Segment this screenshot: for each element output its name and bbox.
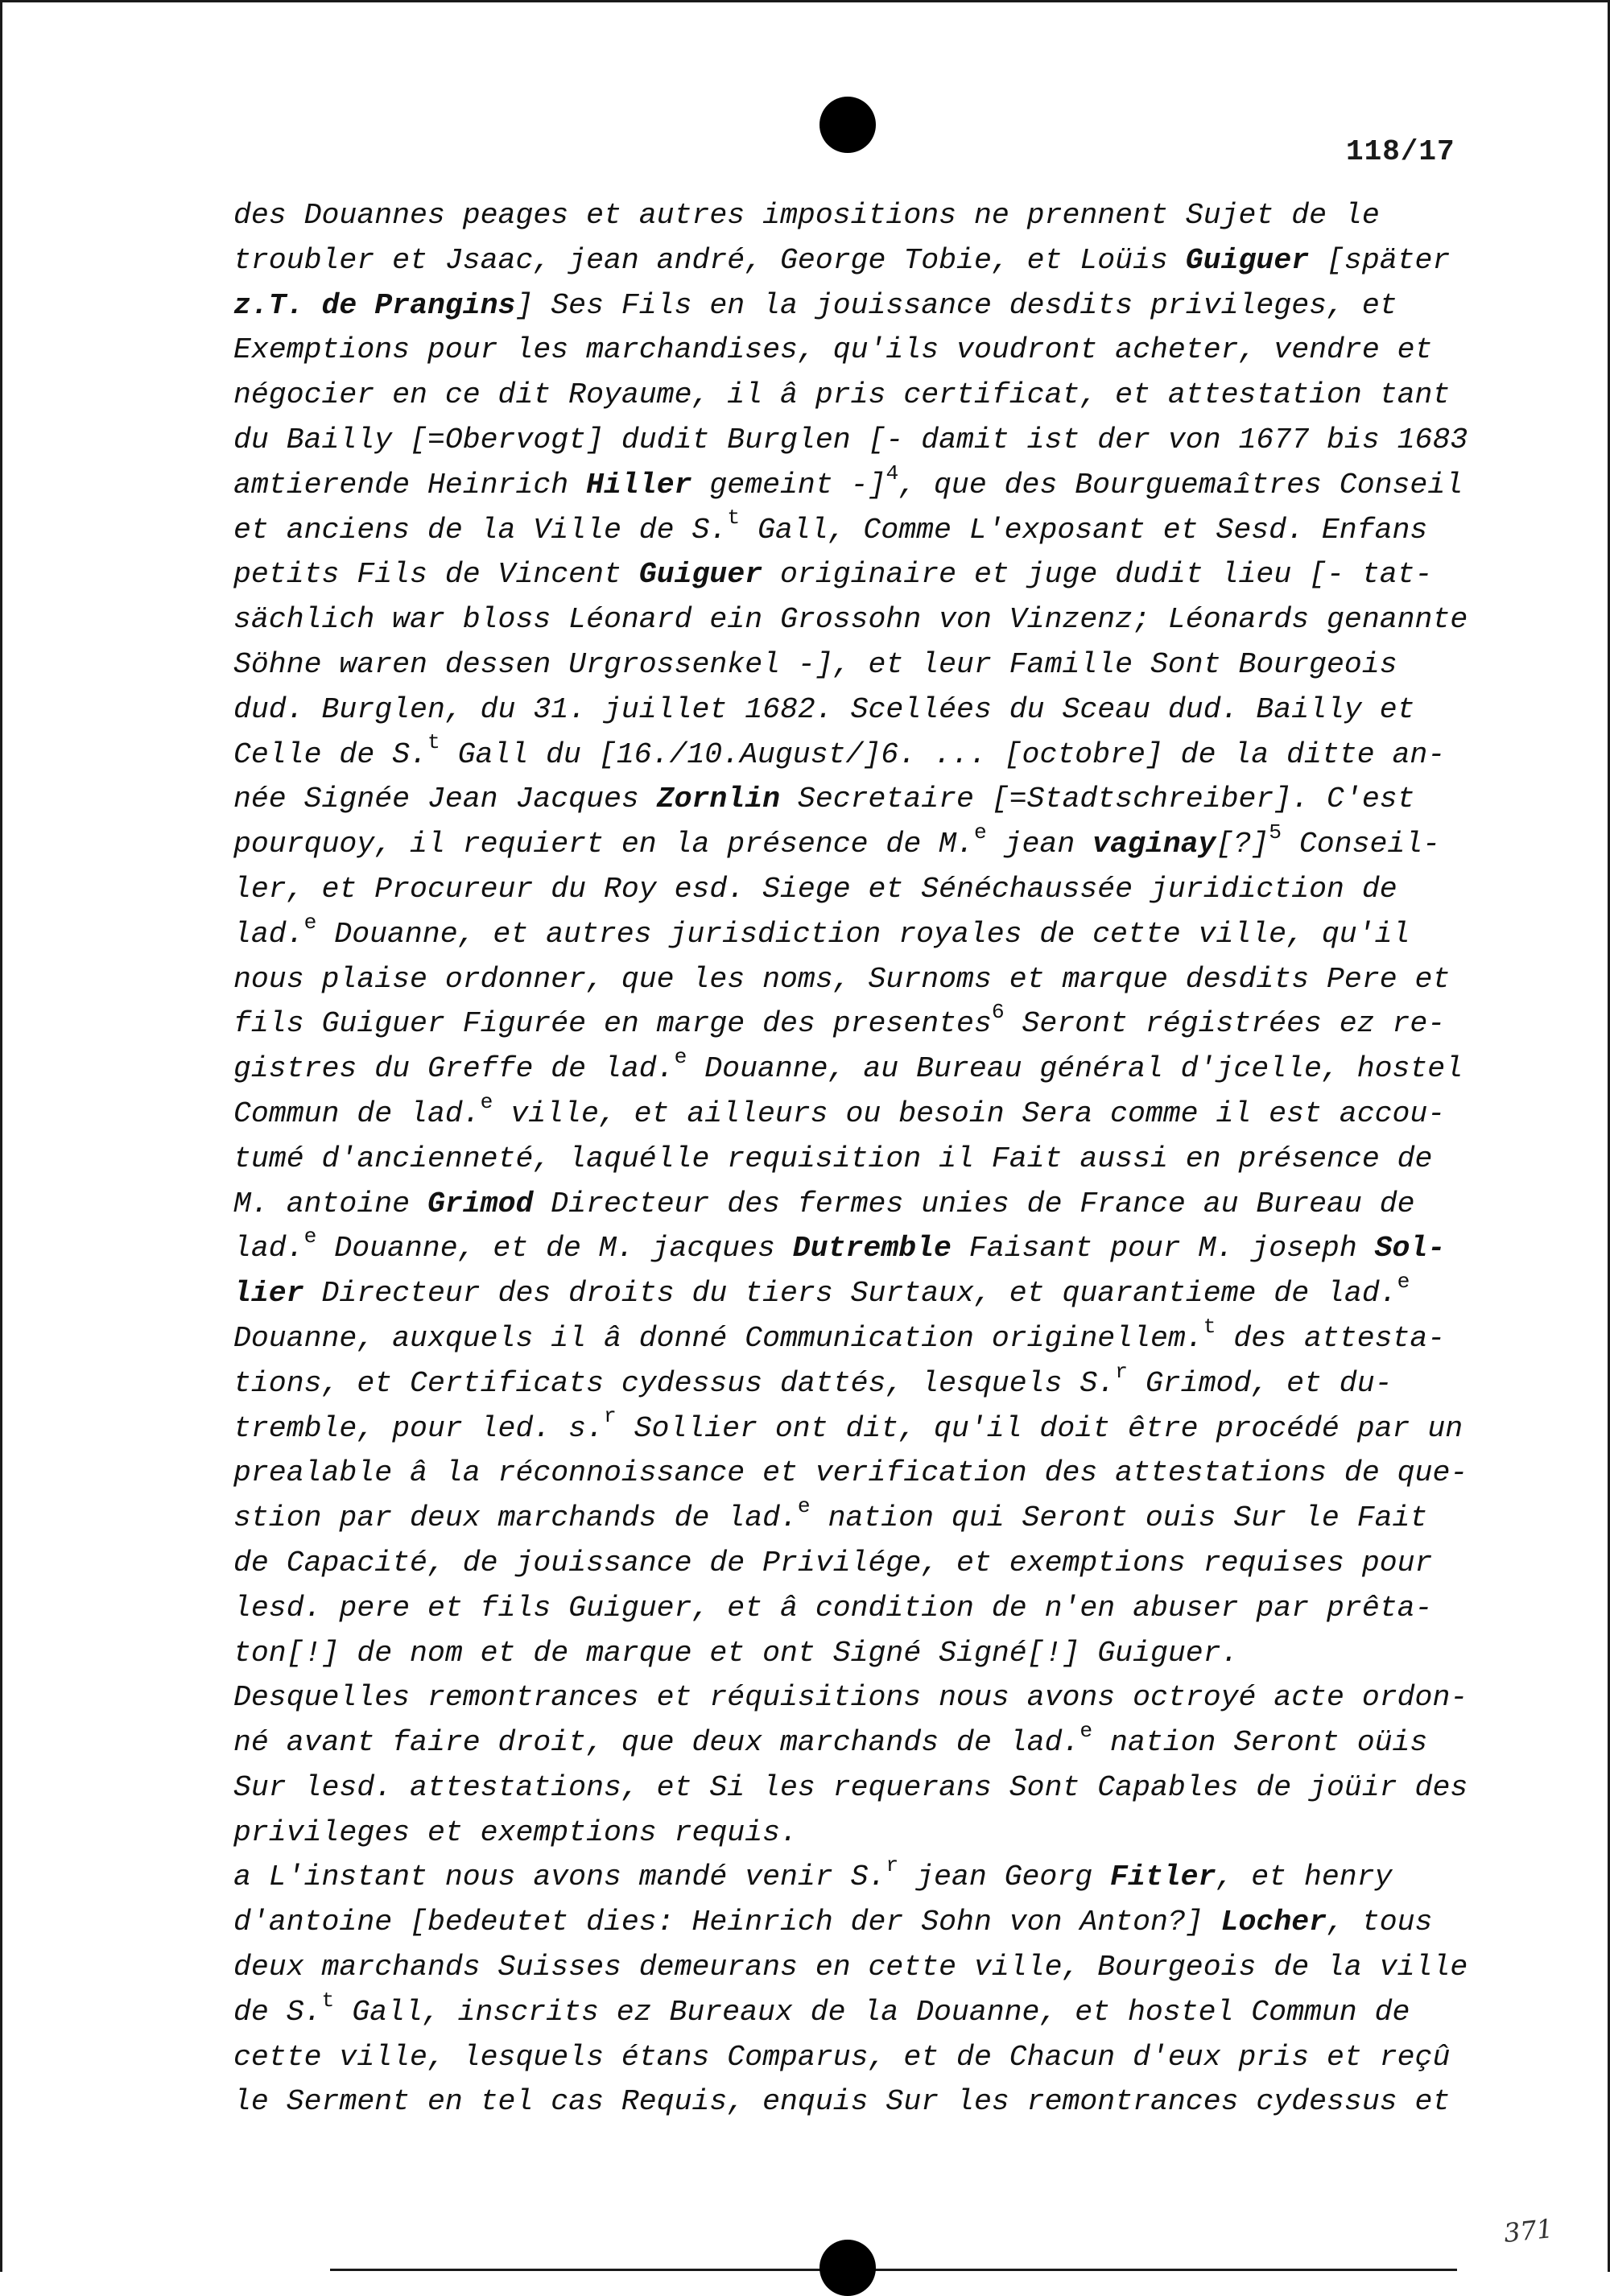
text-line <box>233 1137 1473 1182</box>
text-segment: Secretaire [=Stadtschreiber]. C'est <box>780 783 1415 816</box>
text-line <box>233 1316 1473 1361</box>
bold-name: Guiguer <box>638 558 763 592</box>
text-segment: M. antoine <box>233 1187 427 1220</box>
text-line <box>233 552 1473 597</box>
superscript: t <box>427 730 440 755</box>
punch-hole-top-icon <box>819 97 876 153</box>
text-segment: lad. <box>233 917 304 951</box>
bold-name: Dutremble <box>792 1232 952 1266</box>
text-line <box>233 777 1473 822</box>
text-segment: , tous <box>1327 1906 1433 1939</box>
text-segment: Desquelles remontrances et réquisitions nous avons octroyé acte ordon- <box>233 1681 1468 1715</box>
text-line <box>233 238 1473 283</box>
text-segment: ler, et Procureur du Roy esd. Siege et Sénéchaussée juridiction de <box>233 872 1397 906</box>
text-line <box>233 1361 1473 1406</box>
superscript: e <box>303 1224 317 1249</box>
superscript: e <box>973 820 987 845</box>
text-segment: amtierende Heinrich <box>233 468 587 502</box>
text-line <box>233 2035 1473 2080</box>
bold-name: lier <box>233 1277 304 1311</box>
superscript: e <box>303 910 317 935</box>
text-line <box>233 730 1473 778</box>
text-segment: privileges et exemptions requis. <box>233 1815 798 1849</box>
text-segment: deux marchands Suisses demeurans en cette ville, Bourgeois de la ville <box>233 1951 1468 1984</box>
punch-hole-bottom-icon <box>819 2240 876 2296</box>
text-line <box>233 1631 1473 1676</box>
bold-name: Hiller <box>586 468 692 502</box>
text-segment: troubler et Jsaac, jean andré, George Tobie, et Loüis <box>233 243 1186 277</box>
text-segment: des attesta- <box>1216 1321 1446 1355</box>
text-segment: Conseil- <box>1281 828 1441 861</box>
bold-name: Guiguer <box>1185 243 1310 277</box>
text-segment: jean Georg <box>898 1860 1111 1894</box>
text-segment: [?] <box>1216 828 1269 861</box>
text-segment: Celle de S. <box>233 737 427 771</box>
superscript: e <box>674 1045 687 1070</box>
text-segment: Exemptions pour les marchandises, qu'ils voudront acheter, vendre et <box>233 333 1433 367</box>
text-segment: lesd. pere et fils Guiguer, et â condition de n'en abuser par prêta- <box>233 1591 1433 1625</box>
text-line <box>233 373 1473 418</box>
page-border-bottom <box>330 2269 1457 2271</box>
text-segment: Sur lesd. attestations, et Si les requerans Sont Capables de joüir des <box>233 1770 1468 1804</box>
text-line <box>233 688 1473 733</box>
text-segment: de S. <box>233 1995 322 2029</box>
text-segment: a L'instant nous avons mandé venir S. <box>233 1860 886 1894</box>
text-segment: négocier en ce dit Royaume, il â pris certificat, et attestation tant <box>233 378 1451 412</box>
text-segment: Douanne, et autres jurisdiction royales de cette ville, qu'il <box>316 917 1410 951</box>
superscript: r <box>1115 1359 1128 1384</box>
text-segment: nous plaise ordonner, que les noms, Surnoms et marque desdits Pere et <box>233 962 1451 996</box>
text-line <box>233 1451 1473 1496</box>
text-segment: ton[!] de nom et de marque et ont Signé Signé[!] Guiguer. <box>233 1636 1239 1670</box>
text-segment: de Capacité, de jouissance de Privilége, et exemptions requises pour <box>233 1546 1433 1580</box>
bold-name: vaginay <box>1092 828 1216 861</box>
text-segment: des Douannes peages et autres impositions ne prennent Sujet de le <box>233 199 1380 232</box>
text-segment: d'antoine [bedeutet dies: Heinrich der Sohn von Anton?] <box>233 1906 1221 1939</box>
text-line <box>233 867 1473 912</box>
superscript: 4 <box>886 460 899 485</box>
superscript: t <box>1203 1314 1216 1339</box>
text-segment: Grimod, et du- <box>1127 1366 1393 1400</box>
text-segment: née Signée Jean Jacques <box>233 783 657 816</box>
bold-name: Sol- <box>1374 1232 1446 1266</box>
text-line <box>233 418 1473 463</box>
text-segment: dud. Burglen, du 31. juillet 1682. Scellées du Sceau dud. Bailly et <box>233 692 1415 726</box>
text-segment: tremble, pour led. s. <box>233 1411 604 1445</box>
text-segment: cette ville, lesquels étans Comparus, et de Chacun d'eux pris et reçû <box>233 2040 1451 2074</box>
text-segment: [später <box>1309 243 1451 277</box>
text-segment: ville, et ailleurs ou besoin Sera comme il est accou- <box>493 1096 1446 1130</box>
text-line <box>233 1406 1473 1452</box>
text-line <box>233 1496 1473 1541</box>
text-segment: petits Fils de Vincent <box>233 558 639 592</box>
superscript: e <box>797 1494 811 1519</box>
text-line <box>233 1765 1473 1811</box>
text-line <box>233 1271 1473 1316</box>
text-line <box>233 912 1473 957</box>
text-segment: et anciens de la Ville de S. <box>233 513 728 547</box>
text-segment: pourquoy, il requiert en la présence de M. <box>233 828 974 861</box>
text-segment: prealable â la réconnoissance et verification des attestations de que- <box>233 1456 1468 1490</box>
text-segment: originaire et juge dudit lieu [- tat- <box>762 558 1433 592</box>
text-line <box>233 1541 1473 1586</box>
text-line <box>233 642 1473 688</box>
text-segment: ] Ses Fils en la jouissance desdits privileges, et <box>515 288 1397 322</box>
text-line <box>233 1900 1473 1945</box>
text-segment: Commun de lad. <box>233 1096 481 1130</box>
text-line <box>233 1720 1473 1765</box>
page-border-left <box>0 0 2 2272</box>
text-line <box>233 460 1473 508</box>
text-segment: Gall, Comme L'exposant et Sesd. Enfans <box>740 513 1428 547</box>
text-segment: gistres du Greffe de lad. <box>233 1052 675 1086</box>
superscript: e <box>1397 1270 1410 1295</box>
text-segment: sächlich war bloss Léonard ein Grossohn von Vinzenz; Léonards genannte <box>233 603 1468 637</box>
bold-name: Fitler <box>1110 1860 1216 1894</box>
text-segment: Faisant pour M. joseph <box>951 1232 1375 1266</box>
superscript: e <box>480 1089 493 1114</box>
text-line <box>233 597 1473 642</box>
text-segment: tions, et Certificats cydessus dattés, lesquels S. <box>233 1366 1116 1400</box>
text-line <box>233 1990 1473 2035</box>
bold-name: Locher <box>1220 1906 1327 1939</box>
text-segment: Sollier ont dit, qu'il doit être procédé par un <box>616 1411 1463 1445</box>
text-line <box>233 1089 1473 1137</box>
text-line <box>233 1855 1473 1900</box>
text-line <box>233 508 1473 553</box>
text-line <box>233 1675 1473 1720</box>
text-segment: Seront régistrées ez re- <box>1004 1007 1446 1041</box>
text-segment: Douanne, au Bureau général d'jcelle, hostel <box>687 1052 1463 1086</box>
superscript: 5 <box>1269 820 1282 845</box>
bold-name: Zornlin <box>656 783 781 816</box>
text-line <box>233 283 1473 328</box>
text-line <box>233 1586 1473 1631</box>
text-line <box>233 1001 1473 1047</box>
text-segment: lad. <box>233 1232 304 1266</box>
text-segment: Directeur des fermes unies de France au Bureau de <box>533 1187 1415 1220</box>
superscript: r <box>886 1853 899 1878</box>
superscript: t <box>727 506 741 531</box>
text-segment: né avant faire droit, que deux marchands de lad. <box>233 1726 1080 1760</box>
superscript: e <box>1080 1719 1093 1743</box>
text-line <box>233 1226 1473 1271</box>
page-number: 118/17 <box>1346 135 1455 168</box>
text-line <box>233 328 1473 373</box>
text-segment: le Serment en tel cas Requis, enquis Sur les remontrances cydessus et <box>233 2085 1451 2119</box>
text-line <box>233 193 1473 238</box>
superscript: r <box>603 1404 617 1429</box>
text-segment: Douanne, auxquels il â donné Communication originellem. <box>233 1321 1203 1355</box>
text-segment: jean <box>986 828 1093 861</box>
superscript: 6 <box>991 1000 1005 1025</box>
text-segment: fils Guiguer Figurée en marge des presentes <box>233 1007 992 1041</box>
text-segment: Gall, inscrits ez Bureaux de la Douanne, et hostel Commun de <box>334 1995 1410 2029</box>
text-segment: nation qui Seront ouis Sur le Fait <box>810 1501 1428 1535</box>
text-segment: Douanne, et de M. jacques <box>316 1232 793 1266</box>
text-segment: nation Seront oüis <box>1092 1726 1428 1760</box>
text-line <box>233 822 1473 867</box>
bold-name: Grimod <box>427 1187 534 1220</box>
text-segment: gemeint -] <box>691 468 886 502</box>
handwritten-folio-mark: 371 <box>1502 2212 1554 2249</box>
superscript: t <box>321 1988 335 2013</box>
text-line <box>233 1945 1473 1990</box>
text-segment: , et henry <box>1216 1860 1393 1894</box>
text-segment: , que des Bourguemaîtres Conseil <box>898 468 1463 502</box>
page-border-top <box>0 0 1610 2</box>
text-segment: tumé d'ancienneté, laquélle requisition il Fait aussi en présence de <box>233 1142 1433 1175</box>
document-body <box>233 193 1473 2125</box>
text-segment: du Bailly [=Obervogt] dudit Burglen [- damit ist der von 1677 bis 1683 <box>233 423 1468 456</box>
text-line <box>233 957 1473 1002</box>
text-line <box>233 2079 1473 2125</box>
text-segment: Directeur des droits du tiers Surtaux, et quarantieme de lad. <box>303 1277 1397 1311</box>
text-segment: Söhne waren dessen Urgrossenkel -], et leur Famille Sont Bourgeois <box>233 647 1397 681</box>
text-line <box>233 1047 1473 1092</box>
text-line <box>233 1811 1473 1856</box>
text-line <box>233 1182 1473 1227</box>
text-segment: Gall du [16./10.August/]6. ... [octobre] de la ditte an- <box>440 737 1446 771</box>
text-segment: stion par deux marchands de lad. <box>233 1501 798 1535</box>
bold-name: z.T. de Prangins <box>233 288 516 322</box>
